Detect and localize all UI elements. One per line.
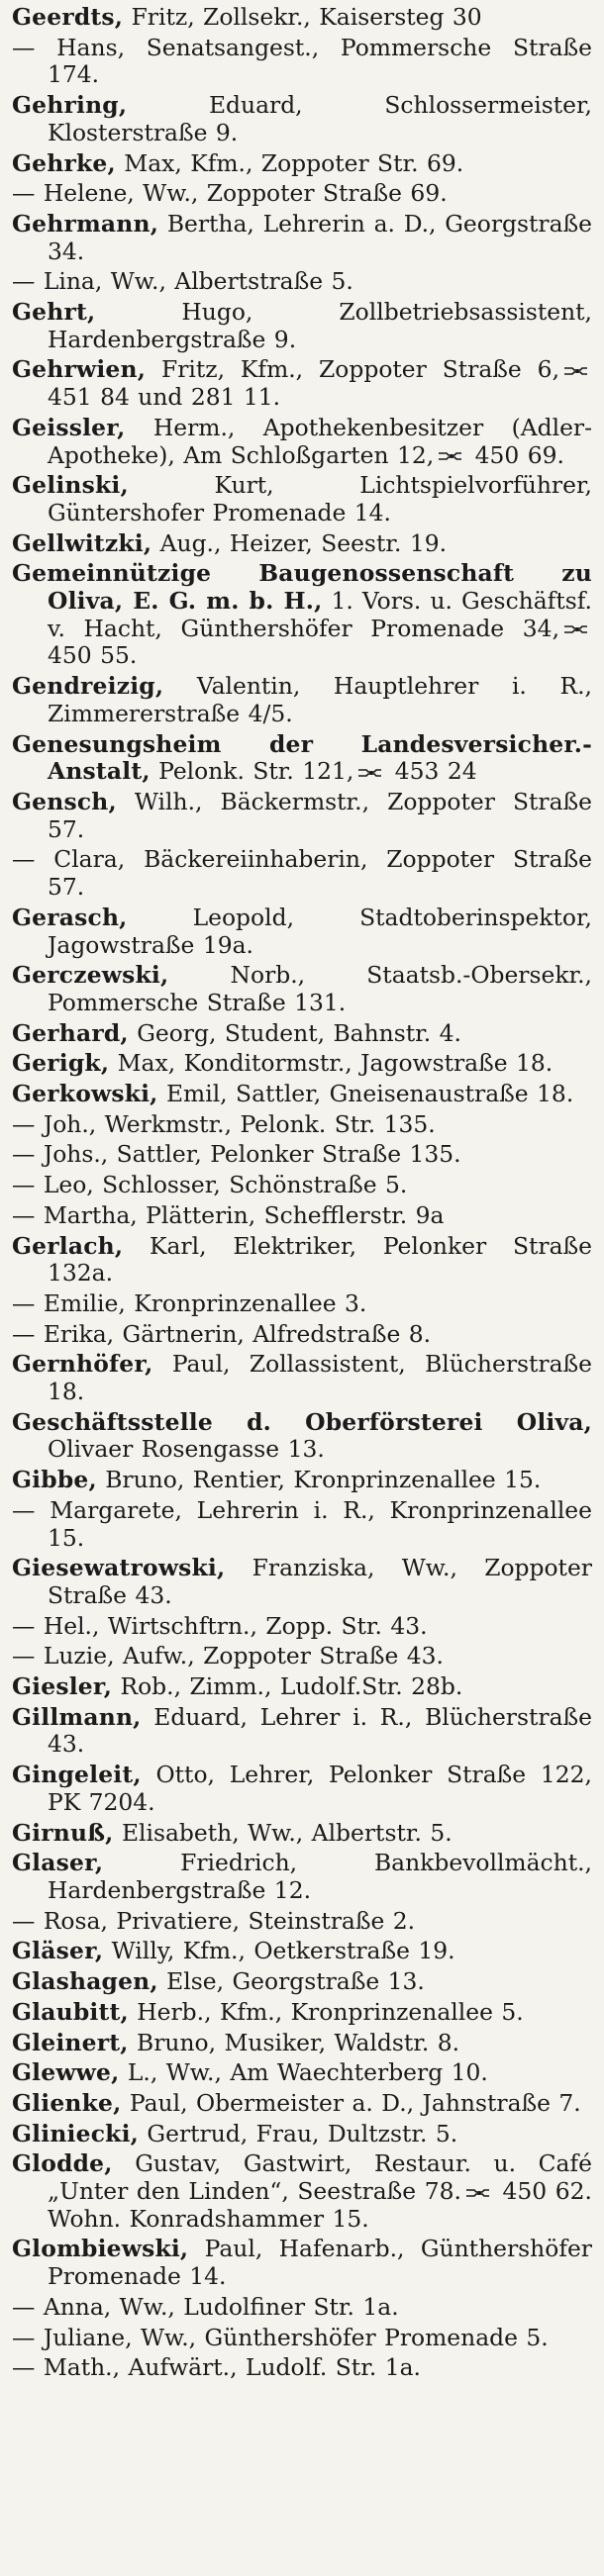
entry-name: Gerigk,	[12, 1049, 110, 1078]
directory-entry	[12, 415, 592, 469]
entry-details: Otto, Lehrer, Pelonker Straße 122, PK 7204.	[48, 1761, 592, 1816]
directory-entry	[12, 1233, 592, 1288]
entry-details: — Erika, Gärtnerin, Alfredstraße 8.	[12, 1319, 432, 1348]
entry-phone-number: 451 84 und 281 11.	[48, 383, 281, 412]
directory-entry	[12, 1141, 592, 1169]
entry-name: Gerhard,	[12, 1018, 129, 1047]
entry-details: Eduard, Schlossermeister, Klosterstraße 9.	[48, 91, 592, 146]
entry-details: Max, Kfm., Zoppoter Str. 69.	[115, 148, 464, 177]
entry-name: Gingeleit,	[12, 1761, 142, 1789]
entry-details: Emil, Sattler, Gneisenaustraße 18.	[157, 1080, 574, 1108]
entry-details: Gustav, Gastwirt, Restaur. u. Café „Unter den Linden“, Seestraße 78.	[48, 2149, 592, 2206]
telephone-icon	[465, 2187, 491, 2199]
entry-details: 1. Vors. u. Geschäftsf. v. Hacht, Günthershöfer Promenade 34,	[48, 587, 592, 642]
telephone-icon	[563, 365, 589, 377]
directory-entry	[12, 2121, 592, 2148]
entry-details: — Hans, Senatsangest., Pommersche Straße 174.	[12, 33, 592, 89]
telephone-icon	[438, 450, 463, 462]
entry-name: Glombiewski,	[12, 2235, 189, 2263]
directory-entry	[12, 268, 592, 296]
directory-entry	[12, 2030, 592, 2057]
entry-name: Gehrmann,	[12, 209, 159, 238]
directory-entry	[12, 299, 592, 353]
entry-name: Gibbe,	[12, 1466, 97, 1494]
directory-entry	[12, 1643, 592, 1670]
entry-details: — Hel., Wirtschftrn., Zopp. Str. 43.	[12, 1611, 428, 1640]
directory-entry	[12, 1673, 592, 1701]
directory-entry	[12, 211, 592, 265]
entry-details: — Leo, Schlosser, Schönstraße 5.	[12, 1171, 408, 1199]
directory-entry	[12, 2236, 592, 2290]
directory-entry	[12, 1908, 592, 1936]
entry-name: Giesler,	[12, 1672, 113, 1701]
entry-name: Gerasch,	[12, 903, 128, 931]
directory-entry	[12, 180, 592, 208]
entry-details: Elisabeth, Ww., Albertstr. 5.	[113, 1818, 453, 1847]
directory-entry	[12, 1172, 592, 1199]
entry-details: — Luzie, Aufw., Zoppoter Straße 43.	[12, 1642, 444, 1670]
directory-entry	[12, 1704, 592, 1759]
telephone-icon	[563, 623, 589, 635]
entry-name: Geerdts,	[12, 3, 124, 31]
directory-entry	[12, 4, 592, 32]
directory-entry	[12, 1938, 592, 1965]
directory-entry	[12, 1555, 592, 1609]
directory-entry	[12, 1467, 592, 1494]
entry-name: Gerczewski,	[12, 961, 169, 990]
entry-details: Aug., Heizer, Seestr. 19.	[151, 528, 448, 557]
entry-name: Geissler,	[12, 413, 126, 441]
entry-details: Georg, Student, Bahnstr. 4.	[128, 1018, 461, 1047]
entry-details: — Anna, Ww., Ludolfiner Str. 1a.	[12, 2292, 399, 2321]
directory-entries	[12, 4, 592, 2382]
entry-name: Glewwe,	[12, 2058, 120, 2087]
entry-details: Olivaer Rosengasse 13.	[48, 1435, 325, 1464]
entry-details: Paul, Hafenarb., Günthershöfer Promenade 14.	[48, 2235, 592, 2291]
directory-entry	[12, 962, 592, 1016]
entry-name: Giesewatrowski,	[12, 1554, 226, 1582]
directory-entry	[12, 2294, 592, 2322]
directory-entry	[12, 1497, 592, 1552]
entry-name: Gehrt,	[12, 298, 96, 327]
entry-name: Glashagen,	[12, 1967, 158, 1996]
directory-entry	[12, 92, 592, 146]
entry-details: Bruno, Musiker, Waldstr. 8.	[128, 2028, 460, 2056]
directory-entry	[12, 1290, 592, 1318]
entry-details: Eduard, Lehrer i. R., Blücherstraße 43.	[48, 1702, 592, 1759]
directory-entry	[12, 1968, 592, 1996]
directory-entry	[12, 1111, 592, 1139]
entry-details: — Helene, Ww., Zoppoter Straße 69.	[12, 179, 448, 208]
entry-details: Bruno, Rentier, Kronprinzenallee 15.	[96, 1466, 542, 1494]
entry-details: Wilh., Bäckermstr., Zoppoter Straße 57.	[48, 787, 592, 843]
entry-name: Gläser,	[12, 1937, 104, 1965]
entry-details: Willy, Kfm., Oetkerstraße 19.	[103, 1937, 455, 1965]
entry-name: Gehrwien,	[12, 355, 147, 384]
directory-entry	[12, 789, 592, 843]
directory-entry	[12, 1050, 592, 1078]
directory-entry	[12, 731, 592, 786]
directory-entry	[12, 2354, 592, 2382]
entry-name: Gleinert,	[12, 2028, 129, 2056]
entry-name: Gerlach,	[12, 1231, 124, 1260]
directory-entry	[12, 530, 592, 558]
entry-details: Pelonk. Str. 121,	[150, 757, 354, 786]
directory-entry	[12, 1321, 592, 1349]
entry-phone-number: 450 69.	[466, 440, 564, 469]
entry-details: Karl, Elektriker, Pelonker Straße 132a.	[48, 1231, 592, 1288]
directory-entry	[12, 1351, 592, 1405]
directory-entry	[12, 1999, 592, 2027]
directory-entry	[12, 560, 592, 670]
directory-entry	[12, 1850, 592, 1904]
entry-name: Glaubitt,	[12, 1997, 129, 2026]
entry-details: — Juliane, Ww., Günthershöfer Promenade 5.	[12, 2323, 549, 2351]
entry-name: Gellwitzki,	[12, 528, 152, 557]
entry-details: Fritz, Kfm., Zoppoter Straße 6,	[146, 355, 559, 384]
directory-entry	[12, 2325, 592, 2352]
entry-name: Gillmann,	[12, 1702, 142, 1731]
entry-details: — Martha, Plätterin, Schefflerstr. 9a	[12, 1200, 445, 1229]
directory-entry	[12, 35, 592, 89]
entry-details: Fritz, Zollsekr., Kaisersteg 30	[123, 3, 482, 31]
entry-details: — Joh., Werkmstr., Pelonk. Str. 135.	[12, 1109, 436, 1138]
entry-name: Gliniecki,	[12, 2119, 139, 2147]
entry-details: — Math., Aufwärt., Ludolf. Str. 1a.	[12, 2353, 421, 2382]
entry-details: Friedrich, Bankbevollmächt., Hardenbergstraße 12.	[48, 1849, 592, 1904]
entry-details: Else, Georgstraße 13.	[157, 1967, 425, 1996]
entry-name: Gehring,	[12, 91, 128, 120]
entry-details: Max, Konditormstr., Jagowstraße 18.	[109, 1049, 554, 1078]
entry-name: Glaser,	[12, 1849, 104, 1877]
directory-entry	[12, 150, 592, 178]
directory-entry	[12, 472, 592, 526]
directory-entry	[12, 1202, 592, 1230]
directory-entry	[12, 2059, 592, 2087]
entry-name: Gelinski,	[12, 471, 129, 500]
entry-details: — Clara, Bäckereiinhaberin, Zoppoter Straße 57.	[12, 845, 592, 902]
entry-details: — Margarete, Lehrerin i. R., Kronprinzenallee 15.	[12, 1495, 592, 1552]
entry-details: Paul, Zollassistent, Blücherstraße 18.	[48, 1350, 592, 1406]
directory-entry	[12, 1613, 592, 1641]
telephone-icon	[357, 767, 383, 779]
directory-entry	[12, 846, 592, 901]
directory-entry	[12, 356, 592, 411]
entry-details: — Rosa, Privatiere, Steinstraße 2.	[12, 1906, 416, 1935]
directory-entry	[12, 673, 592, 727]
entry-name: Gehrke,	[12, 148, 116, 177]
entry-phone-number: 450 55.	[48, 641, 138, 670]
entry-name: Genesungsheim der Landesversicher.-Anstalt,	[12, 729, 592, 786]
directory-entry	[12, 1020, 592, 1048]
entry-details: Norb., Staatsb.-Obersekr., Pommersche Straße 131.	[48, 961, 592, 1016]
entry-name: Gemeinnützige Baugenossenschaft zu Oliva, E. G. m. b. H.,	[12, 559, 592, 616]
entry-name: Gernhöfer,	[12, 1350, 153, 1379]
entry-phone-number: 453 24	[386, 757, 477, 786]
entry-name: Gendreizig,	[12, 672, 164, 701]
directory-entry	[12, 905, 592, 959]
entry-name: Geschäftsstelle d. Oberförsterei Oliva,	[12, 1407, 592, 1436]
entry-details: Herb., Kfm., Kronprinzenallee 5.	[128, 1997, 524, 2026]
entry-details: Herm., Apothekenbesitzer (Adler-Apotheke), Am Schloßgarten 12,	[48, 413, 592, 469]
entry-details: — Emilie, Kronprinzenallee 3.	[12, 1288, 367, 1317]
directory-entry	[12, 2150, 592, 2233]
entry-details: Rob., Zimm., Ludolf.Str. 28b.	[112, 1672, 463, 1701]
directory-entry	[12, 1081, 592, 1108]
entry-details: Franziska, Ww., Zoppoter Straße 43.	[48, 1554, 592, 1609]
directory-entry	[12, 1820, 592, 1848]
entry-details: — Lina, Ww., Albertstraße 5.	[12, 267, 353, 296]
entry-name: Girnuß,	[12, 1818, 114, 1847]
entry-details: Paul, Obermeister a. D., Jahnstraße 7.	[121, 2088, 581, 2117]
directory-entry	[12, 1762, 592, 1816]
directory-entry	[12, 1409, 592, 1464]
entry-details: Kurt, Lichtspielvorführer, Güntershofer Promenade 14.	[48, 471, 592, 526]
entry-details: Bertha, Lehrerin a. D., Georgstraße 34.	[48, 209, 592, 265]
entry-name: Glodde,	[12, 2149, 113, 2178]
directory-entry	[12, 2090, 592, 2118]
entry-details: Valentin, Hauptlehrer i. R., Zimmererstraße 4/5.	[48, 672, 592, 727]
entry-details: Gertrud, Frau, Dultzstr. 5.	[139, 2119, 458, 2147]
entry-details: — Johs., Sattler, Pelonker Straße 135.	[12, 1140, 461, 1169]
entry-details: L., Ww., Am Waechterberg 10.	[119, 2058, 488, 2087]
entry-details: Leopold, Stadtoberinspektor, Jagowstraße 19a.	[48, 903, 592, 959]
entry-name: Gerkowski,	[12, 1080, 158, 1108]
entry-phone-number: 450 62. Wohn. Konradshammer 15.	[48, 2177, 592, 2233]
entry-name: Gensch,	[12, 787, 117, 815]
entry-details: Hugo, Zollbetriebsassistent, Hardenbergstraße 9.	[48, 298, 592, 353]
entry-name: Glienke,	[12, 2088, 122, 2117]
